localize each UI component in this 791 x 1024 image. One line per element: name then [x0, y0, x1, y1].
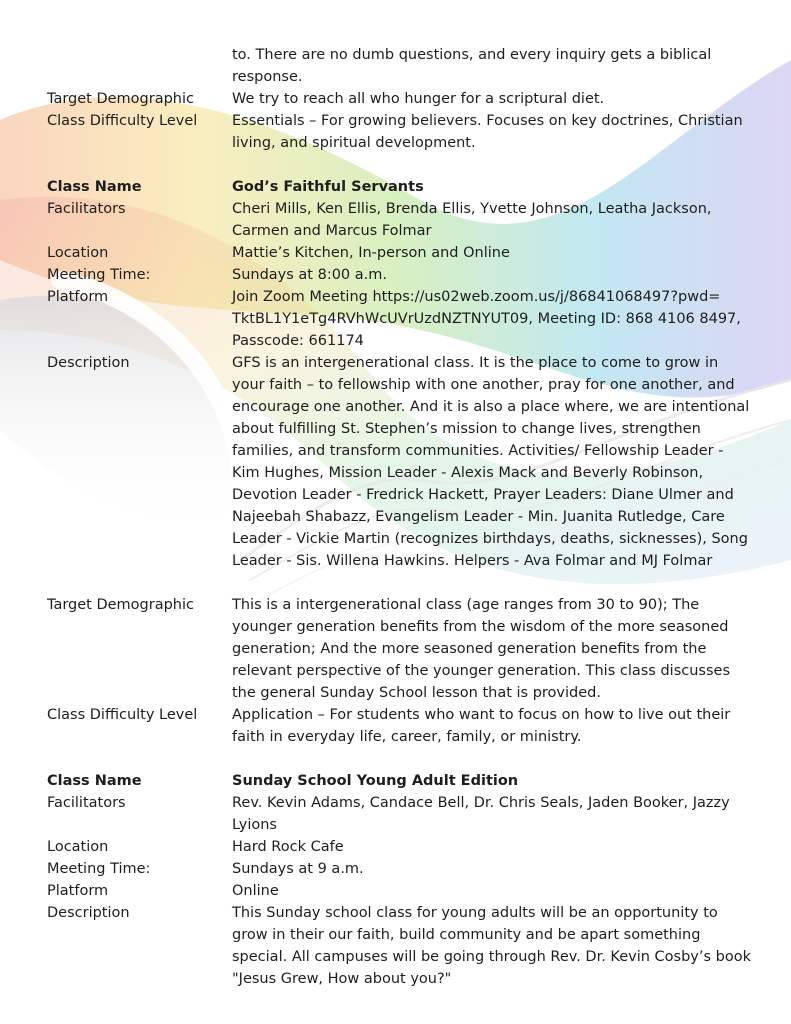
target-demographic-value: We try to reach all who hunger for a scriptural diet. — [232, 91, 605, 107]
target-demographic-label: Target Demographic — [47, 597, 194, 613]
facilitators-label: Facilitators — [47, 201, 126, 217]
class-name-value: Sunday School Young Adult Edition — [232, 773, 519, 789]
description-value: GFS is an intergenerational class. It is the place to come to grow in your faith – to fellowship with one another, pray for one another, and encourage one another. And it is also a place where, we are intentional about fulfilling St. Stephen’s mission to change lives, strengthen families, and transform communities. Activities/ Fellowship Leader - Kim Hughes, Mission Leader - Alexis Mack and Beverly Robinson, Devotion Leader - Fredrick Hackett, Prayer Leaders: Diane Ulmer and Najeebah Shabazz, Evangelism Leader - Min. Juanita Rutledge, Care Leader - Vickie Martin (recognizes birthdays, deaths, sicknesses), Song Leader - Sis. Willena Hawkins. Helpers - Ava Folmar and MJ Folmar — [232, 355, 750, 569]
meeting-time-label: Meeting Time: — [47, 267, 151, 283]
difficulty-label: Class Difficulty Level — [47, 707, 198, 723]
platform-value: Online — [232, 883, 279, 899]
target-demographic-label: Target Demographic — [47, 91, 194, 107]
meeting-time-value: Sundays at 9 a.m. — [232, 861, 364, 877]
facilitators-label: Facilitators — [47, 795, 126, 811]
meeting-time-value: Sundays at 8:00 a.m. — [232, 267, 387, 283]
facilitators-value: Rev. Kevin Adams, Candace Bell, Dr. Chris Seals, Jaden Booker, Jazzy Lyions — [232, 795, 730, 833]
meeting-time-label: Meeting Time: — [47, 861, 151, 877]
location-value: Hard Rock Cafe — [232, 839, 344, 855]
facilitators-value: Cheri Mills, Ken Ellis, Brenda Ellis, Yvette Johnson, Leatha Jackson, Carmen and Marcus Folmar — [232, 201, 712, 239]
description-value: This Sunday school class for young adults will be an opportunity to grow in their our faith, build community and be apart something special. All campuses will be going through Rev. Dr. Kevin Cosby’s book "Jesus Grew, How about you?" — [232, 905, 751, 987]
platform-value: Join Zoom Meeting https://us02web.zoom.us/j/86841068497?pwd= TktBL1Y1eTg4RVhWcUVrUzdNZTNYUT09, Meeting ID: 868 4106 8497, Passcode: 661174 — [232, 289, 741, 349]
description-label: Description — [47, 355, 130, 371]
class-name-value: God’s Faithful Servants — [232, 179, 424, 195]
platform-label: Platform — [47, 883, 109, 899]
platform-label: Platform — [47, 289, 109, 305]
difficulty-value: Essentials – For growing believers. Focuses on key doctrines, Christian living, and spiritual development. — [232, 113, 743, 151]
class-name-label: Class Name — [47, 179, 142, 195]
difficulty-label: Class Difficulty Level — [47, 113, 198, 129]
location-label: Location — [47, 839, 109, 855]
location-label: Location — [47, 245, 109, 261]
description-label: Description — [47, 905, 130, 921]
location-value: Mattie’s Kitchen, In-person and Online — [232, 245, 510, 261]
class-name-label: Class Name — [47, 773, 142, 789]
target-demographic-value: This is a intergenerational class (age ranges from 30 to 90); The younger generation benefits from the wisdom of the more seasoned generation; And the more seasoned generation benefits from the relevant perspective of the younger generation. This class discusses the general Sunday School lesson that is provided. — [232, 597, 730, 701]
difficulty-value: Application – For students who want to focus on how to live out their faith in everyday life, career, family, or ministry. — [232, 707, 731, 745]
intro-text: to. There are no dumb questions, and every inquiry gets a biblical response. — [232, 47, 712, 85]
